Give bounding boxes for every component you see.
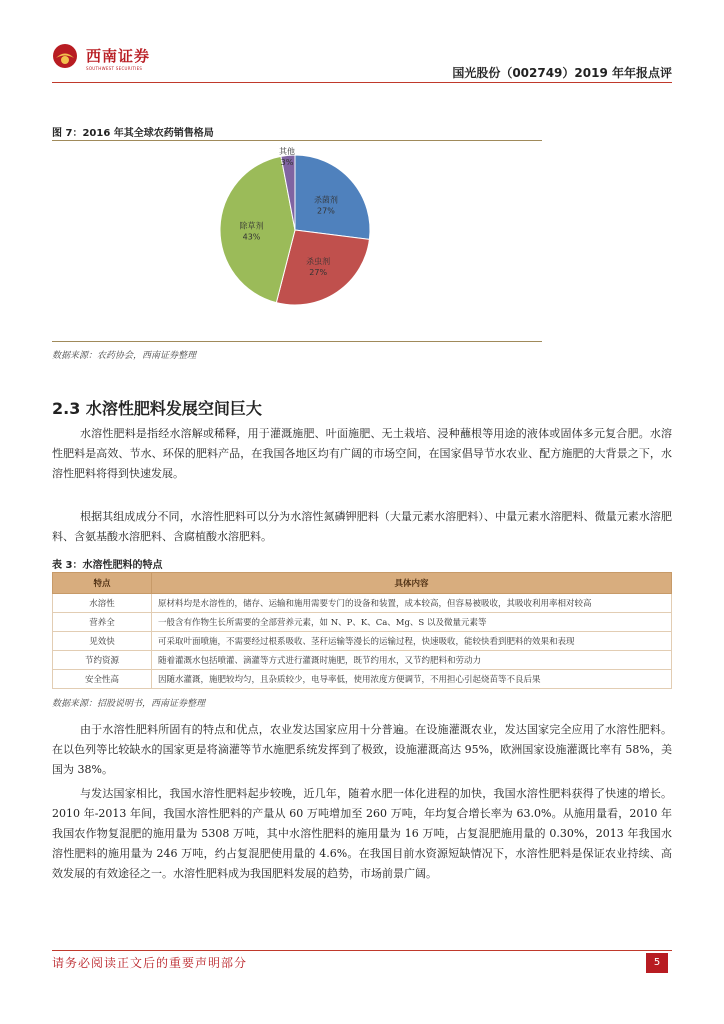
section-title: 2.3 水溶性肥料发展空间巨大 xyxy=(52,399,262,418)
table-cell-content: 原材料均是水溶性的，储存、运输和施用需要专门的设备和装置，成本较高，但容易被吸收，其吸收利用率相对较高 xyxy=(152,594,672,613)
table-header-row xyxy=(53,573,672,594)
features-table xyxy=(52,572,672,689)
table-header-feature: 特点 xyxy=(53,573,152,594)
pie-value-label-1: 27% xyxy=(309,268,328,278)
table-row xyxy=(53,670,672,689)
paragraph-2 xyxy=(52,507,672,547)
pie-value-label-3: 3% xyxy=(280,158,294,167)
figure-top-rule xyxy=(52,140,542,141)
figure-source: 数据来源：农药协会，西南证券整理 xyxy=(52,351,197,361)
logo-text: 西南证券 xyxy=(86,47,151,65)
table-cell-feature: 水溶性 xyxy=(53,594,152,613)
table-cell-content: 可采取叶面喷施，不需要经过根系吸收、茎秆运输等漫长的运输过程，快速吸收，能较快看到肥料的效果和表现 xyxy=(152,632,672,651)
pie-value-label-0: 27% xyxy=(317,206,335,216)
table-row xyxy=(53,651,672,670)
pie-chart xyxy=(212,146,392,326)
table-row xyxy=(53,594,672,613)
table-header-content: 具体内容 xyxy=(152,573,672,594)
pie-label-1: 杀虫剂 xyxy=(306,257,331,267)
paragraph-2-text: 根据其组成成分不同，水溶性肥料可以分为水溶性氮磷钾肥料（大量元素水溶肥料）、中量元素水溶肥料、微量元素水溶肥料、含氨基酸水溶肥料、含腐植酸水溶肥料。 xyxy=(52,510,672,543)
table-cell-feature: 见效快 xyxy=(53,632,152,651)
page-number: 5 xyxy=(646,953,668,973)
paragraph-4 xyxy=(52,784,672,884)
pie-value-label-2: 43% xyxy=(242,232,261,242)
paragraph-1-text: 水溶性肥料是指经水溶解或稀释，用于灌溉施肥、叶面施肥、无土栽培、浸种蘸根等用途的液体或固体多元复合肥。水溶性肥料是高效、节水、环保的肥料产品，在我国各地区均有广阔的市场空间，在国家倡导节水农业、配方施肥的大背景之下，水溶性肥料将得到快速发展。 xyxy=(52,427,672,480)
table-caption: 表 3：水溶性肥料的特点 xyxy=(52,560,163,571)
pie-label-3: 其他 xyxy=(279,147,295,156)
report-title: 国光股份（002749）2019 年年报点评 xyxy=(452,66,672,80)
table-cell-content: 随着灌溉水包括喷灌、滴灌等方式进行灌溉时施肥，既节约用水，又节约肥料和劳动力 xyxy=(152,651,672,670)
pie-label-2: 除草剂 xyxy=(239,221,264,231)
table-cell-feature: 节约资源 xyxy=(53,651,152,670)
table-cell-feature: 营养全 xyxy=(53,613,152,632)
footer-divider xyxy=(52,950,672,951)
paragraph-1 xyxy=(52,424,672,484)
header-divider xyxy=(52,82,672,83)
table-row xyxy=(53,632,672,651)
pie-label-0: 杀菌剂 xyxy=(313,195,338,205)
table-cell-feature: 安全性高 xyxy=(53,670,152,689)
paragraph-3 xyxy=(52,720,672,780)
paragraph-3-text: 由于水溶性肥料所固有的特点和优点，农业发达国家应用十分普遍。在设施灌溉农业，发达国家完全应用了水溶性肥料。在以色列等比较缺水的国家更是将滴灌等节水施肥系统发挥到了极致，设施灌溉高达 95%，欧洲国家设施灌溉比率有 58%，美国为 38%。 xyxy=(52,723,672,776)
table-row xyxy=(53,613,672,632)
paragraph-4-text: 与发达国家相比，我国水溶性肥料起步较晚，近几年，随着水肥一体化进程的加快，我国水溶性肥料获得了快速的增长。2010 年-2013 年间，我国水溶性肥料的产量从 60 万吨增加至 260 万吨，年均复合增长率为 63.0%。从施用量看，2010 年我国农作物复混肥的施用量为 5308 万吨，其中水溶性肥料的施用量为 16 万吨，占复混肥施用量的 0.30%，2013 年我国水溶性肥料的施用量为 246 万吨，约占复混肥使用量的 4.6%。在我国目前水资源短缺情况下，水溶性肥料是保证农业持续、高效发展的有效途径之一。水溶性肥料成为我国肥料发展的趋势，市场前景广阔。 xyxy=(52,787,672,880)
logo-icon xyxy=(52,43,78,69)
table-source: 数据来源：招股说明书，西南证券整理 xyxy=(52,699,206,709)
table-cell-content: 一般含有作物生长所需要的全部营养元素，如 N、P、K、Ca、Mg、S 以及微量元素等 xyxy=(152,613,672,632)
logo-subtitle: SOUTHWEST SECURITIES xyxy=(86,66,143,71)
footer-notice: 请务必阅读正文后的重要声明部分 xyxy=(52,956,248,970)
pie-svg xyxy=(212,146,392,326)
figure-caption: 图 7：2016 年其全球农药销售格局 xyxy=(52,128,214,139)
table-cell-content: 因随水灌溉，施肥较均匀，且杂质较少，电导率低，使用浓度方便调节，不用担心引起烧苗等不良后果 xyxy=(152,670,672,689)
figure-bottom-rule xyxy=(52,341,542,342)
